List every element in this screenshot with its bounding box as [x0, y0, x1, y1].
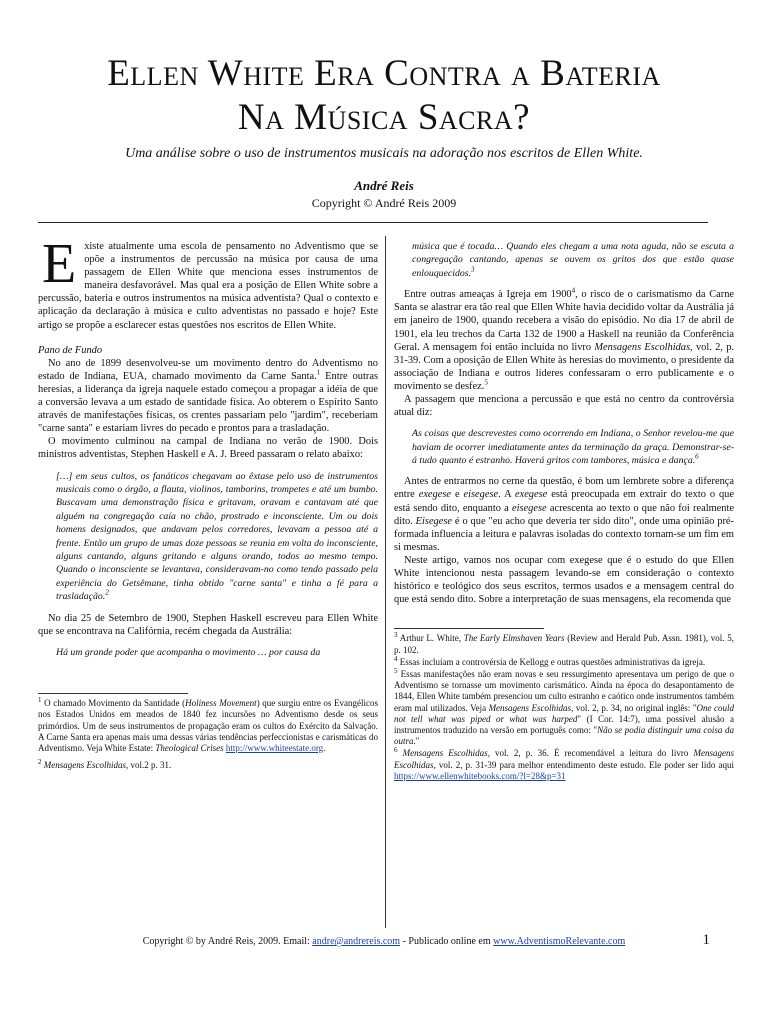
quote-text: música que é tocada… Quando eles chegam a uma nota aguda, não se escuta a congregação cantando, apenas se ouvem os gritos dos que estão quase enlouquecidos. [412, 241, 734, 279]
left-column [38, 233, 379, 777]
text: Theological Crises [155, 742, 224, 753]
text: One could not tell what was piped or what was harped [394, 702, 734, 724]
text: eisegese [512, 502, 547, 514]
document-subtitle: Uma análise sobre o uso de instrumentos musicais na adoração nos escritos de Ellen White. [125, 146, 643, 161]
text: Entre outras heresias, a liderança da igreja naquele estado começou a propagar a idéia de que a conversão levava a um estado de santidade física. Ao obterem o Espírito Santo através de manifestações físicas, os crentes passariam pelo "jardim", receberiam "carne santa" e estariam livres do pecado e prontos para a trasladação. [38, 370, 378, 435]
footnote-number: 2 [38, 758, 42, 767]
document-title [40, 52, 728, 140]
footnote-ref[interactable]: 5 [484, 378, 488, 387]
section-heading: Pano de Fundo [38, 344, 103, 356]
text: eisegese [463, 489, 499, 501]
footnote [38, 698, 378, 754]
paragraph: O movimento culminou na campal de Indiana no verão de 1900. Dois ministros adventistas, Stephen Haskell e A. J. Breed passaram o relato abaixo: [38, 436, 378, 461]
author-name: André Reis [354, 178, 414, 193]
title-line-1: Ellen White Era Contra a Bateria [107, 53, 661, 94]
footnote [394, 666, 734, 747]
text: Mensagens Escolhidas [594, 341, 691, 353]
paragraph: Neste artigo, vamos nos ocupar com exegese que é o estudo do que Ellen White intencionou nesta passagem levando-se em consideração o contexto histórico e teológico dos seus escritos, termos usados e a mensagem central do que está sendo dito. Sobre a interpretação de suas mensagens, ela recomenda que [394, 554, 734, 606]
footnote-number: 4 [394, 654, 398, 663]
footnote-number: 3 [394, 631, 398, 640]
text: Entre outras ameaças à Igreja em 1900 [404, 289, 572, 301]
text: está preocupada em extrair do texto o que está sendo dito, enquanto a [394, 489, 734, 514]
text: Mensagens Escolhidas [41, 760, 126, 771]
text: , vol. 2, p. 34, no original inglês: " [571, 702, 697, 713]
footnote-number: 6 [394, 746, 398, 755]
footnote [394, 654, 734, 668]
footnote [394, 633, 734, 655]
text: Essas incluíam a controvérsia de Kellogg e outras questões administrativas da igreja. [397, 656, 706, 667]
footnote [38, 760, 378, 771]
footnote-ref[interactable]: 2 [105, 588, 109, 597]
text: acrescenta ao texto o que não foi realmente dito. [394, 502, 734, 527]
text: Mensagens Escolhidas [488, 702, 572, 713]
text: , o risco de o carismatismo da Carne Santa se alastrar era tão real que Ellen White havia decidido voltar da Austrália já em janeiro de 1900, quando recebera a visão do episódio. No dia 17 de abril de 1901, ela leu trechos da Carta 132 de 1900 a Haskell na reunião da Conferência Geral. A mensagem foi então incluída no livro [394, 289, 734, 353]
spacer [38, 667, 378, 687]
email-link[interactable]: andre@andrereis.com [312, 936, 401, 947]
paragraph [394, 288, 734, 393]
text: Mensagens Escolhidas [394, 748, 735, 770]
text: Essas manifestações não eram novas e seu ressurgimento apresentava um perigo de que o Adventismo se tornasse um movimento carismático. Ainda na época do desapontamento de 1844, Ellen White também presenciou um culto estranho e caótico onde instrumentos também eram mal utilizados. Veja [394, 668, 734, 713]
website-link[interactable]: www.AdventismoRelevante.com [493, 936, 626, 947]
text: O chamado Movimento da Santidade ( [41, 698, 186, 709]
block-quote [56, 470, 378, 604]
text: Antes de entrarmos no cerne da questão, é bom um lembrete sobre a diferença entre [394, 476, 734, 501]
block-quote: Há um grande poder que acompanha o movimento … por causa da [56, 646, 321, 658]
quote-text: […] em seus cultos, os fanáticos chegavam ao êxtase pelo uso de instrumentos musicais como o órgão, a flauta, violinos, tamborins, trompetes e até um bumbo. Buscavam uma demonstração física e gritavam, oravam e cantavam até que alguém na congregação caía no chão, prostrado e inconsciente. Um ou dois homens designados, que andavam pelos corredores, levavam a pessoa até a frente. Então um grupo de umas doze pessoas se reunia em volta do inconsciente, alguns cantando, alguns gritando e alguns orando, todos ao mesmo tempo. Quando o inconsciente se levantava, consideravam-no como tendo passado pela experiência do Getsêmane, tinha obtido "carne santa" e tinha a fé para a trasladação. [56, 470, 378, 603]
footnote-divider [38, 693, 188, 694]
footnote-number: 5 [394, 666, 398, 675]
footer-text: Copyright © by André Reis, 2009. Email: [142, 936, 313, 947]
paragraph [394, 475, 734, 554]
ellenwhitebooks-link[interactable]: https://www.ellenwhitebooks.com/?l=28&p=31 [394, 770, 566, 781]
text: , vol. 2, p. 36. É recomendável a leitura do livro [487, 748, 694, 759]
text: No ano de 1899 desenvolveu-se um movimento dentro do Adventismo no estado de Indiana, EUA, chamado movimento da Carne Santa. [38, 357, 378, 382]
footnote-number: 1 [38, 696, 42, 705]
text: . A [498, 489, 515, 501]
page-footer [38, 936, 730, 947]
footnote-divider [394, 628, 544, 629]
text: , vol. 2, p. 31-39. Com a oposição de Ellen White às heresias do movimento, o presidente da associação de Indiana e outros líderes confessaram o erro publicamente e o movimento se desfez. [394, 341, 735, 392]
text: Arthur L. White, [397, 633, 464, 644]
column-divider [385, 236, 386, 928]
intro-paragraph [38, 233, 378, 332]
text: ." [413, 736, 420, 747]
text: Holiness Movement [185, 698, 257, 709]
block-quote [412, 427, 734, 467]
header-divider [38, 222, 708, 223]
page-number: 1 [702, 932, 710, 948]
paragraph [38, 357, 378, 436]
text: , vol.2 p. 31. [126, 760, 172, 771]
title-line-2: Na Música Sacra? [237, 97, 531, 138]
footnote-ref[interactable]: 6 [695, 452, 699, 461]
text: Eisegese [415, 515, 453, 527]
text: e [451, 489, 464, 501]
copyright-line: Copyright © André Reis 2009 [311, 196, 457, 210]
footnote-ref[interactable]: 4 [571, 286, 576, 295]
whiteestate-link[interactable]: http://www.whiteestate.org [225, 742, 324, 753]
paragraph: No dia 25 de Setembro de 1900, Stephen Haskell escreveu para Ellen White que se encontrava na Califórnia, recém chegada da Austrália: [38, 612, 378, 637]
text: The Early Elmshaven Years [463, 633, 565, 644]
footer-text: - Publicado online em [400, 936, 494, 947]
text: " (I Cor. 14:7), uma possível alusão a instrumentos traduzido na versão em português como: " [394, 713, 734, 735]
paragraph: A passagem que menciona a percussão e que está no centro da controvérsia atual diz: [394, 393, 734, 419]
footnote-ref[interactable]: 1 [316, 368, 321, 377]
quote-text: As coisas que descrevestes como ocorrendo em Indiana, o Senhor revelou-me que haviam de ocorrer imediatamente antes da terminação da graça. Demonstrar-se-á tudo quanto é estranho. Haverá gritos com tambores, música e dança. [412, 428, 734, 466]
right-column [394, 240, 734, 783]
block-quote-continued [412, 240, 734, 280]
text: Mensagens Escolhidas [397, 748, 488, 759]
text: exegese [514, 489, 548, 501]
text: ) que surgiu entre os Evangélicos nos Estados Unidos em meados de 1840 fez incursões no Adventismo desde os seus primórdios. Um de seus instrumentos de propagação eram os cultos do Exército da Salvação. A Carne Santa era apenas mais uma dessas várias tendências perfeccionistas e carismáticas do Adventismo. Veja White Estate: [38, 698, 379, 753]
footnote-ref[interactable]: 3 [471, 265, 475, 274]
footnote [394, 748, 734, 782]
text: . [323, 742, 326, 753]
intro-text: xiste atualmente uma escola de pensamento no Adventismo que se opõe a instrumentos de percussão na música por causa de uma passagem de Ellen White que menciona esses instrumentos de maneira desfavorável. Mas qual era a posição de Ellen White sobre a percussão, bateria e outros instrumentos na música adventista? Qual o contexto e aplicação da declaração à música e culto adventistas no passado e hoje? Este artigo se propõe a esclarecer estas questões nos escritos de Ellen White. [38, 241, 378, 331]
text: , vol. 2, p. 31-39 para melhor entendimento deste estudo. Ele poder ser lido aqui [433, 759, 734, 770]
text: exegese [418, 489, 452, 501]
text: Não se podia distinguir uma coisa da outra [394, 724, 734, 747]
text: (Review and Herald Pub. Assn. 1981), vol. 5, p. 102. [394, 633, 735, 655]
spacer [394, 606, 734, 622]
text: é o que "eu acho que deveria ter sido dito", onde uma opinião pré-formada influencia a leitura e palavras isoladas do contexto tornam-se um fim em si mesmas. [394, 515, 734, 553]
drop-cap: E [42, 233, 77, 295]
